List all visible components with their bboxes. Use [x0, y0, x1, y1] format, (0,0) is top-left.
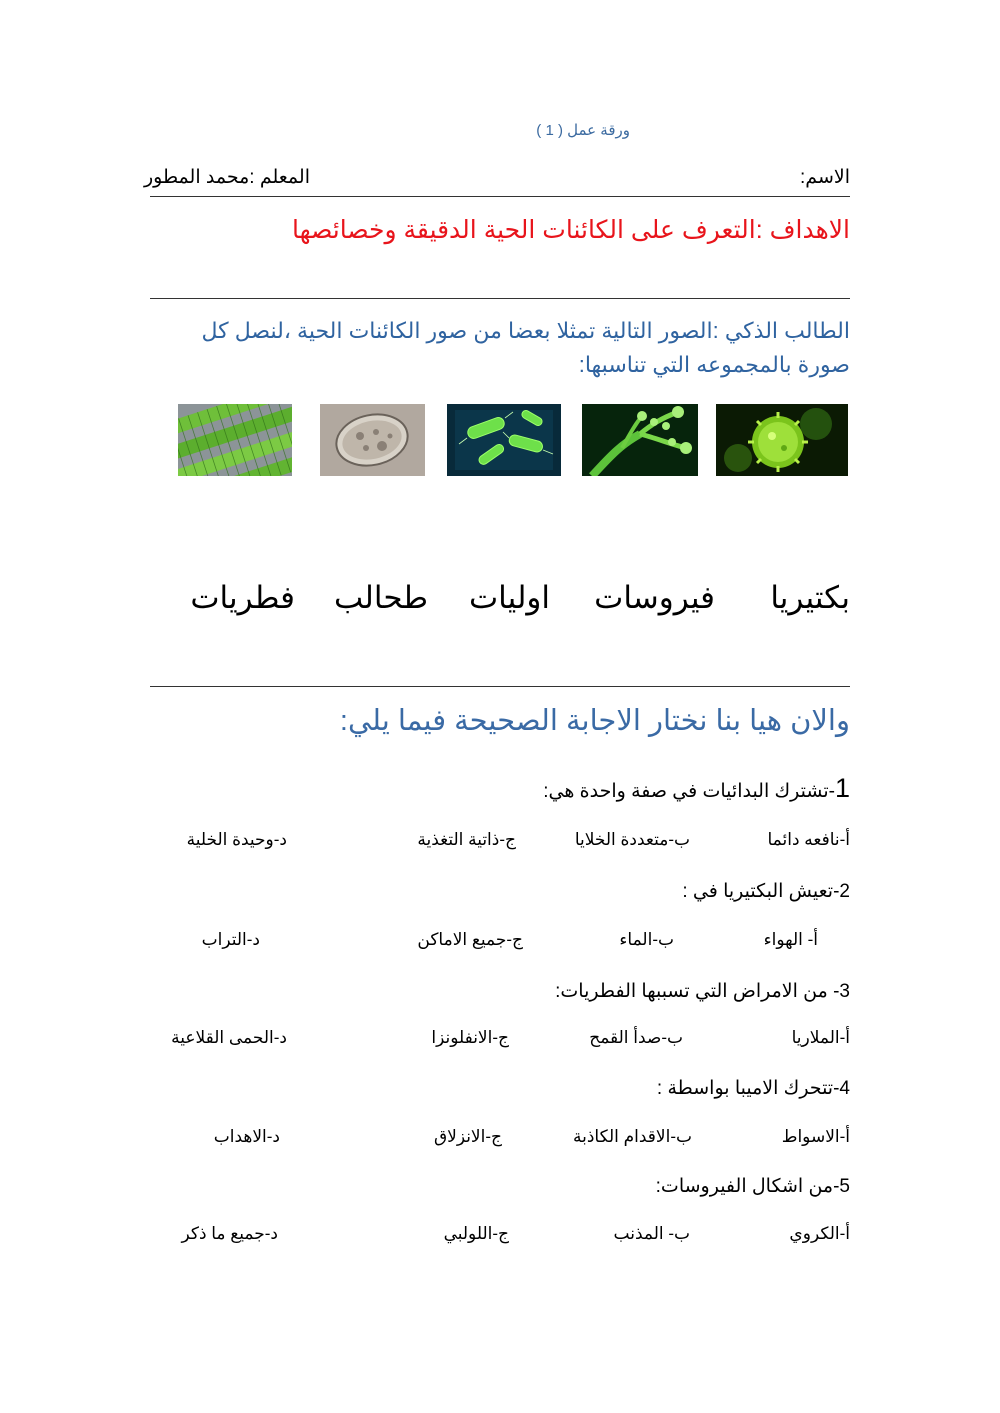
question-text: -من اشكال الفيروسات: — [655, 1176, 840, 1197]
answer-option[interactable]: ب-الماء — [619, 930, 674, 949]
group-word: طحالب — [333, 580, 428, 615]
divider — [150, 686, 850, 687]
group-word: بكتيريا — [770, 580, 850, 615]
answer-option[interactable]: أ-الكروي — [789, 1224, 850, 1243]
question-number: 2 — [839, 881, 850, 902]
worksheet-title: ورقة عمل ( 1 ) — [536, 122, 630, 139]
question-number: 3 — [839, 981, 850, 1002]
goals-heading: الاهداف :التعرف على الكائنات الحية الدقيقة وخصائصها — [291, 216, 850, 244]
answer-option[interactable]: ج-الانفلونزا — [431, 1028, 509, 1047]
answer-option[interactable]: ب-متعددة الخلايا — [574, 830, 690, 849]
paramecium-image — [320, 404, 425, 476]
answer-option[interactable]: ج-اللولبي — [443, 1224, 509, 1243]
question-text: - من الامراض التي تسببها الفطريات: — [555, 981, 840, 1002]
answer-option[interactable]: د-الاهداب — [213, 1127, 280, 1146]
group-word: اوليات — [468, 580, 550, 615]
question-number: 5 — [839, 1176, 850, 1197]
algae-image — [178, 404, 292, 476]
answer-option[interactable]: ب-صدأ القمح — [589, 1028, 683, 1047]
answer-option[interactable]: أ-الاسواط — [781, 1127, 850, 1146]
answer-option[interactable]: د-جميع ما ذكر — [181, 1224, 278, 1243]
question-number: 1 — [834, 773, 850, 803]
question-5 — [656, 1175, 850, 1198]
bacteria-image — [447, 404, 561, 476]
answer-option[interactable]: أ-نافعه دائما — [767, 830, 850, 849]
question-3 — [555, 980, 850, 1003]
answer-option[interactable]: ج-ذاتية التغذية — [417, 830, 516, 849]
question-text: -تعيش البكتيريا في : — [682, 881, 840, 902]
answer-option[interactable]: د-الحمى القلاعية — [171, 1028, 287, 1047]
question-text: -تشترك البدائيات في صفة واحدة هي: — [543, 781, 835, 802]
answer-option[interactable]: ج-جميع الاماكن — [417, 930, 523, 949]
answer-option[interactable]: د-التراب — [201, 930, 260, 949]
intro-text: الطالب الذكي :الصور التالية تمثلا بعضا من صور الكائنات الحية ،لنصل كل صورة بالمجموعه التي تناسبها: — [201, 318, 850, 377]
answer-option[interactable]: ج-الانزلاق — [433, 1127, 502, 1146]
question-4 — [657, 1077, 850, 1100]
question-text: -تتحرك الاميبا بواسطة : — [656, 1078, 840, 1099]
group-word: فيروسات — [594, 580, 715, 615]
divider — [150, 298, 850, 299]
virus-image — [716, 404, 848, 476]
group-word: فطريات — [190, 580, 295, 615]
answer-option[interactable]: أ-الملاريا — [791, 1028, 850, 1047]
answer-option[interactable]: ب- المذنب — [613, 1224, 690, 1243]
fungus-image — [582, 404, 698, 476]
teacher-name: المعلم :محمد المطور — [143, 167, 310, 188]
student-name-label: الاسم: — [800, 167, 850, 188]
answer-option[interactable]: ب-الاقدام الكاذبة — [573, 1127, 692, 1146]
answer-option[interactable]: د-وحيدة الخلية — [186, 830, 287, 849]
answer-option[interactable]: أ- الهواء — [763, 930, 818, 949]
questions-prompt: والان هيا بنا نختار الاجابة الصحيحة فيما يلي: — [339, 705, 850, 737]
divider — [150, 196, 850, 197]
question-2 — [682, 880, 850, 903]
question-number: 4 — [839, 1078, 850, 1099]
question-1 — [543, 773, 850, 804]
